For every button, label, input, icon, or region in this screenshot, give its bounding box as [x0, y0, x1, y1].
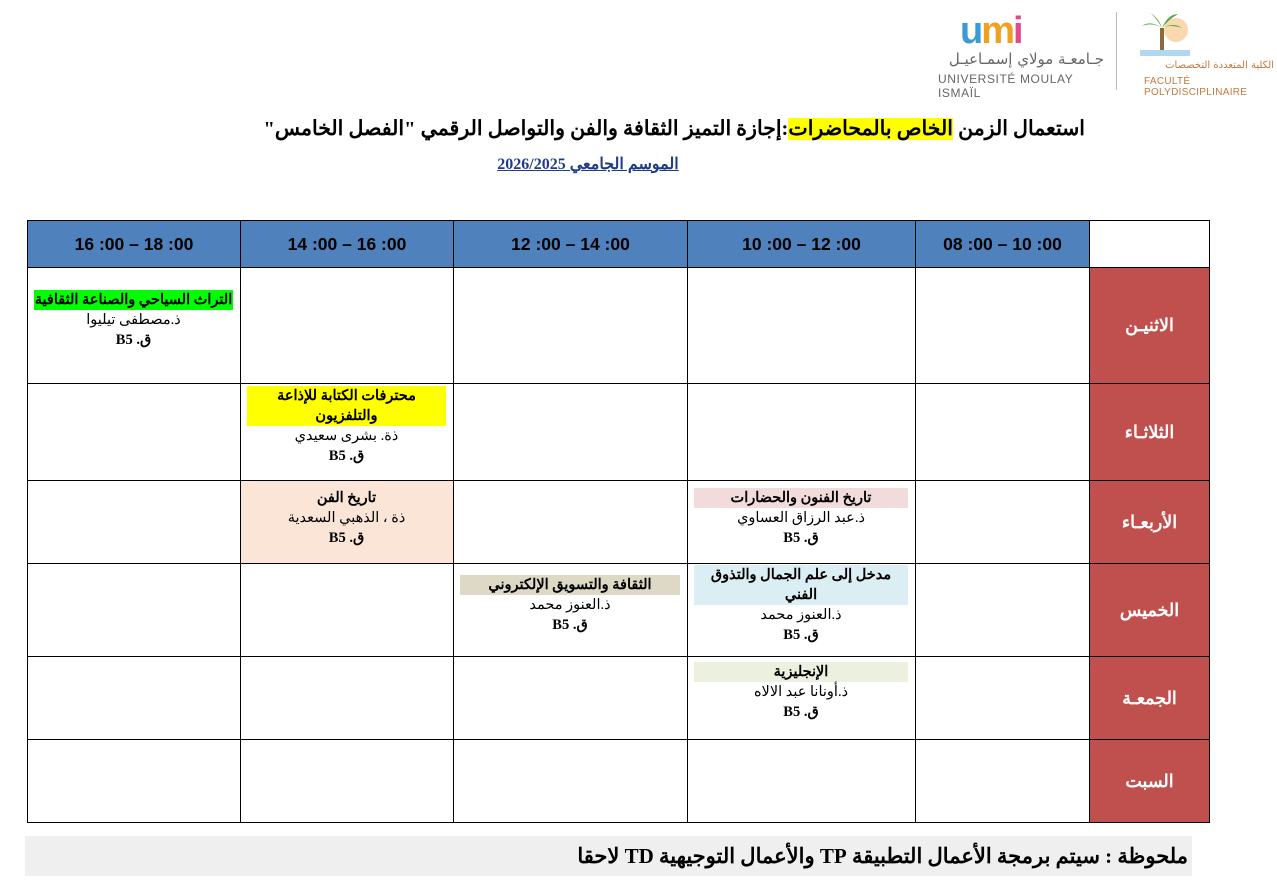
timetable-cell — [27, 383, 241, 481]
course-room: ق. B5 — [783, 704, 819, 720]
course-session — [34, 290, 233, 350]
timetable-cell — [27, 656, 241, 740]
faculty-name-latin: FACULTÉ POLYDISCIPLINAIRE — [1144, 76, 1248, 98]
course-professor: ذة ، الذهبي السعدية — [287, 510, 406, 526]
logo-divider — [1116, 12, 1117, 90]
day-label: الأربعـاء — [1089, 480, 1210, 564]
faculty-name-arabic: الكلية المتعددة التخصصات — [1165, 60, 1274, 71]
day-label: الثلاثـاء — [1089, 383, 1210, 481]
timetable-cell — [27, 563, 241, 657]
course-professor: ذ.مصطفى تيليوا — [86, 312, 181, 328]
course-session — [247, 386, 446, 466]
course-name: التراث السياحي والصناعة الثقافية — [34, 292, 233, 308]
timetable-cell — [240, 656, 454, 740]
course-session — [694, 565, 908, 645]
timetable-cell — [915, 656, 1090, 740]
time-slot-header: 12 :00 – 14 :00 — [453, 220, 688, 268]
course-session — [460, 575, 680, 635]
time-slot-header: 16 :00 – 18 :00 — [27, 220, 241, 268]
timetable-cell — [453, 739, 688, 823]
day-label: الاثنيـن — [1089, 267, 1210, 384]
university-logo — [938, 8, 1104, 100]
faculty-logo — [1134, 10, 1276, 98]
timetable-cell — [240, 267, 454, 384]
timetable-cell — [687, 739, 916, 823]
university-name-arabic: جـامعـة مولاي إسمـاعيـل — [948, 50, 1104, 68]
day-label: الجمعـة — [1089, 656, 1210, 740]
timetable-cell — [915, 383, 1090, 481]
course-professor: ذ.العنوز محمد — [760, 607, 842, 623]
timetable-cell — [915, 563, 1090, 657]
timetable-cell — [453, 656, 688, 740]
course-session — [694, 662, 908, 722]
course-room: ق. B5 — [328, 448, 365, 464]
course-name: محترفات الكتابة للإذاعة والتلفزيون — [247, 386, 446, 426]
course-professor: ذ.عبد الرزاق العساوي — [737, 510, 865, 526]
day-label: السبت — [1089, 739, 1210, 823]
course-session — [694, 488, 908, 548]
timetable-cell — [27, 480, 241, 564]
time-slot-header: 10 :00 – 12 :00 — [687, 220, 916, 268]
timetable-cell — [915, 480, 1090, 564]
timetable-cell — [453, 383, 688, 481]
course-room: ق. B5 — [328, 530, 365, 546]
footnote: ملحوظة : سيتم برمجة الأعمال التطبيقة TP والأعمال التوجيهية TD لاحقا — [25, 836, 1192, 876]
course-name: مدخل إلى علم الجمال والتذوق الفني — [694, 565, 908, 605]
timetable-cell — [687, 383, 916, 481]
course-name: تاريخ الفنون والحضارات — [694, 488, 908, 508]
course-name: تاريخ الفن — [316, 490, 377, 506]
course-room: ق. B5 — [115, 332, 152, 348]
umi-wordmark: umi — [960, 10, 1022, 52]
timetable-cell — [240, 739, 454, 823]
time-slot-header: 14 :00 – 16 :00 — [240, 220, 454, 268]
course-room: ق. B5 — [552, 617, 588, 633]
course-professor: ذة. بشرى سعيدي — [294, 428, 399, 444]
time-slot-header: 08 :00 – 10 :00 — [915, 220, 1090, 268]
university-name-latin: UNIVERSITÉ MOULAY ISMAÏL — [938, 72, 1074, 100]
palm-tree-emblem-icon — [1138, 10, 1198, 60]
course-professor: ذ.أونانا عبد الالاه — [753, 684, 849, 700]
timetable-cell — [453, 267, 688, 384]
course-name: الإنجليزية — [694, 662, 908, 682]
page-title: استعمال الزمن الخاص بالمحاضرات:إجازة التميز الثقافة والفن والتواصل الرقمي "الفصل الخامس" — [263, 118, 1085, 140]
timetable-cell — [453, 480, 688, 564]
header-corner — [1089, 220, 1210, 268]
course-professor: ذ.العنوز محمد — [529, 597, 611, 613]
timetable-cell — [687, 267, 916, 384]
timetable-cell — [240, 563, 454, 657]
course-room: ق. B5 — [783, 530, 819, 546]
timetable-cell — [27, 739, 241, 823]
day-label: الخميس — [1089, 563, 1210, 657]
timetable-cell — [915, 739, 1090, 823]
course-name: الثقافة والتسويق الإلكتروني — [460, 575, 680, 595]
academic-year: الموسم الجامعي 2026/2025 — [497, 156, 679, 173]
timetable-cell — [915, 267, 1090, 384]
course-session — [247, 488, 446, 548]
course-room: ق. B5 — [783, 627, 819, 643]
